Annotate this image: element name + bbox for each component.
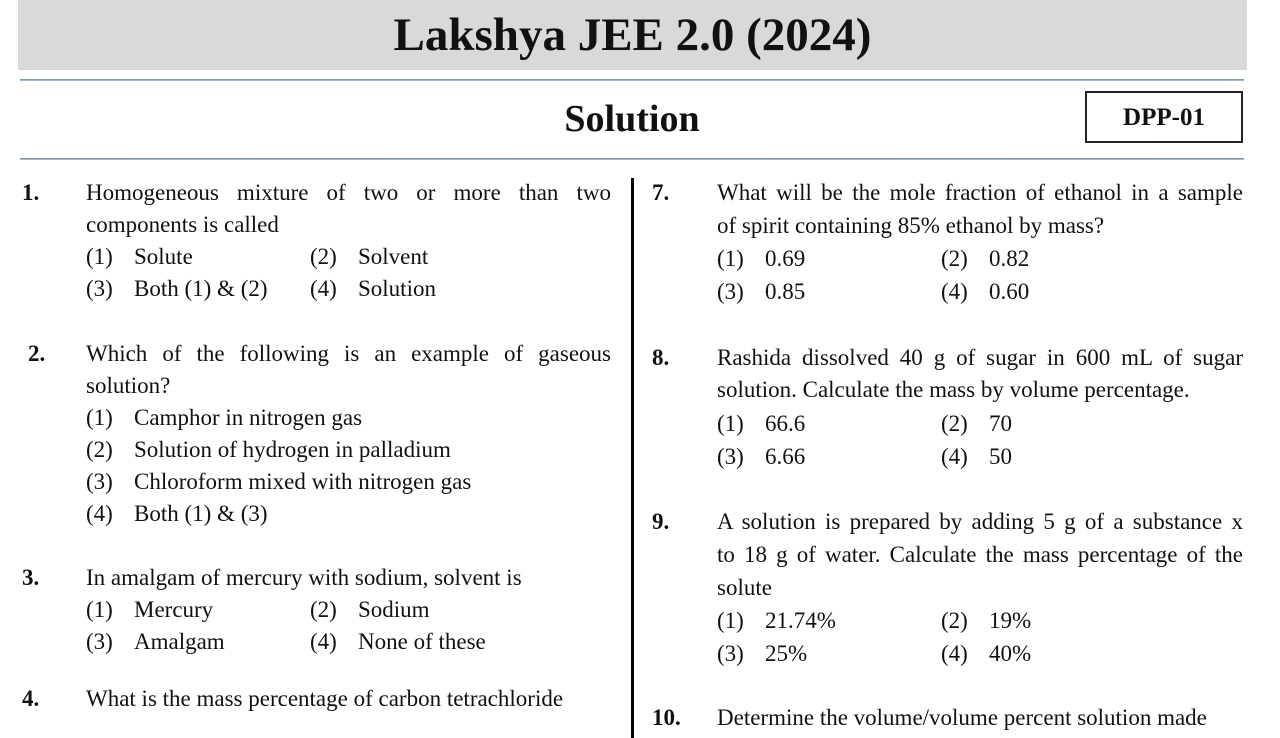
question-number: 8. [652, 345, 670, 370]
option-number: (3) [717, 444, 744, 469]
header-banner [18, 0, 1247, 70]
option-number: (3) [86, 276, 113, 301]
question-text: to 18 g of water. Calculate the mass percentage of the [717, 542, 1243, 567]
dpp-badge: DPP-01 [1085, 91, 1243, 143]
option-number: (1) [86, 597, 113, 622]
column-divider [631, 178, 634, 738]
option-number: (2) [86, 437, 113, 462]
divider [20, 158, 1244, 160]
option-text: Solution of hydrogen in palladium [134, 437, 451, 462]
question-number: 9. [652, 509, 670, 534]
option-text: Solvent [358, 244, 429, 269]
question-number: 2. [28, 341, 46, 366]
option-text: Camphor in nitrogen gas [134, 405, 363, 430]
question-text: of spirit containing 85% ethanol by mass? [717, 213, 1105, 238]
option-text: None of these [358, 629, 486, 654]
question-number: 4. [22, 686, 40, 711]
option-text: Amalgam [134, 629, 225, 654]
option-text: 0.85 [765, 279, 806, 304]
question-text: What is the mass percentage of carbon tetrachloride [86, 686, 564, 711]
question-text: components is called [86, 212, 279, 237]
subject-title: Solution [564, 98, 700, 140]
question-text: solution. Calculate the mass by volume percentage. [717, 377, 1190, 402]
option-text: Both (1) & (3) [134, 501, 268, 526]
question-text: Which of the following is an example of gaseous [86, 341, 611, 366]
question-text: Determine the volume/volume percent solution made [717, 705, 1207, 730]
question-text: solute [717, 575, 772, 600]
option-text: 40% [989, 641, 1032, 666]
question-text: Rashida dissolved 40 g of sugar in 600 mL of sugar [717, 345, 1243, 370]
option-text: Solution [358, 276, 436, 301]
option-number: (1) [717, 608, 744, 633]
option-number: (3) [86, 629, 113, 654]
option-number: (4) [941, 444, 968, 469]
option-text: 25% [765, 641, 808, 666]
option-number: (2) [310, 597, 337, 622]
question-text: A solution is prepared by adding 5 g of a substance x [717, 509, 1243, 534]
option-number: (2) [941, 411, 968, 436]
option-number: (2) [310, 244, 337, 269]
option-number: (4) [310, 629, 337, 654]
option-text: Sodium [358, 597, 430, 622]
option-text: Both (1) & (2) [134, 276, 268, 301]
option-text: 21.74% [765, 608, 836, 633]
option-text: 0.82 [989, 246, 1030, 271]
option-number: (2) [941, 246, 968, 271]
option-text: 6.66 [765, 444, 806, 469]
option-number: (1) [86, 405, 113, 430]
question-number: 3. [22, 565, 40, 590]
option-text: 19% [989, 608, 1032, 633]
option-number: (2) [941, 608, 968, 633]
question-text: Homogeneous mixture of two or more than two [86, 180, 611, 205]
option-text: 0.60 [989, 279, 1030, 304]
option-number: (4) [310, 276, 337, 301]
option-text: Mercury [134, 597, 214, 622]
option-number: (3) [717, 279, 744, 304]
option-number: (4) [941, 641, 968, 666]
option-number: (4) [941, 279, 968, 304]
option-text: Solute [134, 244, 193, 269]
question-number: 1. [22, 180, 40, 205]
option-text: Chloroform mixed with nitrogen gas [134, 469, 472, 494]
question-text: solution? [86, 373, 171, 398]
question-number: 10. [652, 705, 681, 730]
option-number: (4) [86, 501, 113, 526]
option-text: 0.69 [765, 246, 806, 271]
option-text: 66.6 [765, 411, 806, 436]
option-number: (3) [86, 469, 113, 494]
question-text: What will be the mole fraction of ethanol in a sample [717, 180, 1243, 205]
question-number: 7. [652, 180, 670, 205]
page-title: Lakshya JEE 2.0 (2024) [393, 9, 872, 61]
option-text: 50 [989, 444, 1012, 469]
option-number: (1) [717, 246, 744, 271]
divider [20, 79, 1244, 81]
option-number: (3) [717, 641, 744, 666]
option-number: (1) [717, 411, 744, 436]
question-text: In amalgam of mercury with sodium, solvent is [86, 565, 522, 590]
option-text: 70 [989, 411, 1012, 436]
option-number: (1) [86, 244, 113, 269]
